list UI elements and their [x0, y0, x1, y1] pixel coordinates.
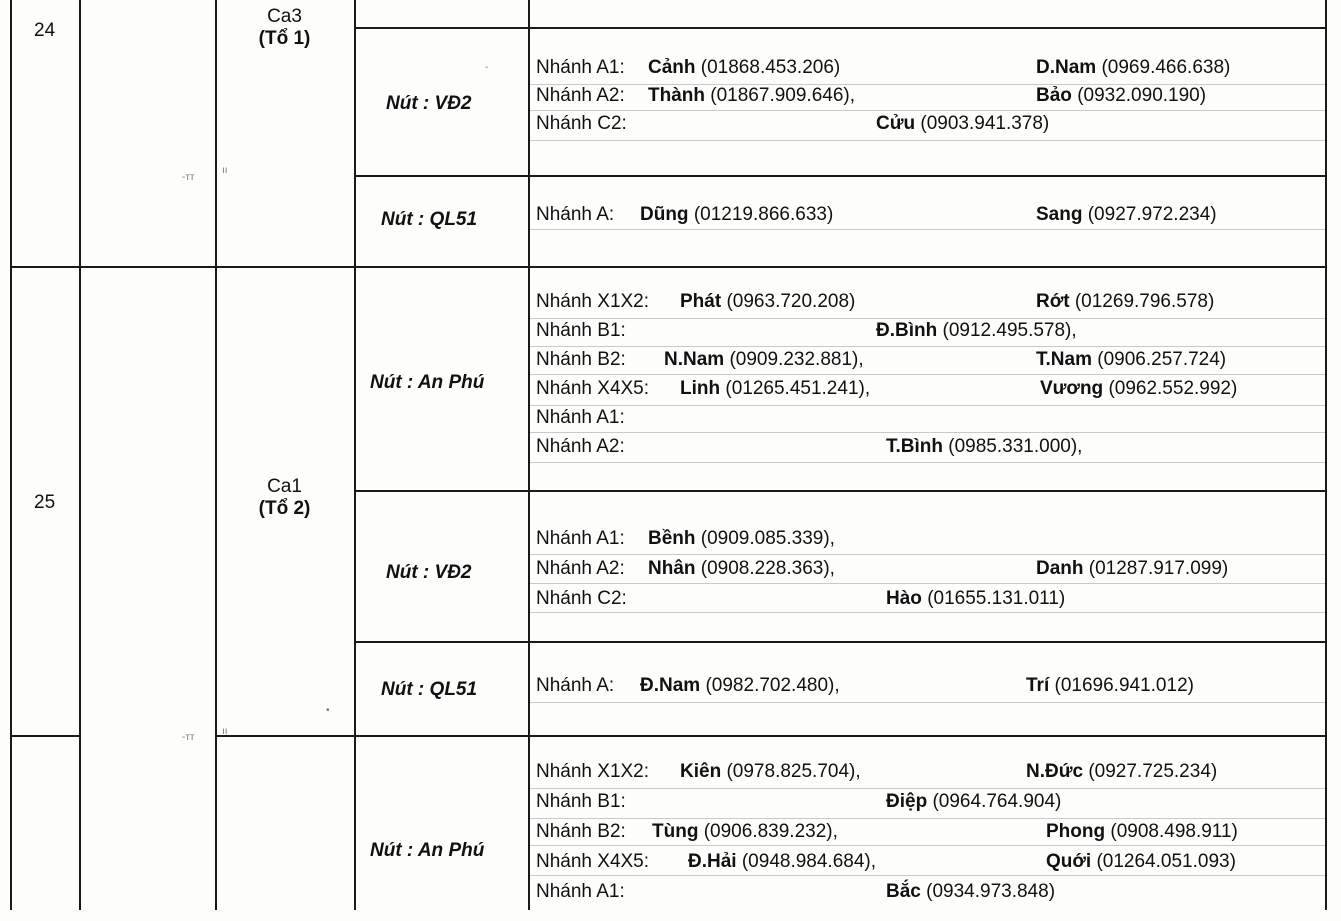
scan-mark: ıı [222, 165, 228, 176]
branch-line [536, 377, 1316, 401]
contact-name: Cửu [876, 113, 916, 134]
branch-line [536, 203, 1316, 227]
contact-phone: (0985.331.000), [948, 436, 1083, 457]
branch-label: Nhánh A: [536, 204, 615, 225]
contact-phone: (0912.495.578), [942, 320, 1077, 341]
branch-label: Nhánh X1X2: [536, 761, 650, 782]
branch-label: Nhánh B2: [536, 349, 626, 370]
node-label: Nút : VĐ2 [386, 93, 472, 114]
branch-line [536, 527, 1316, 551]
branch-label: Nhánh X4X5: [536, 378, 650, 399]
table-border-left [10, 0, 12, 910]
contact-person [1036, 84, 1206, 108]
contact-person [876, 319, 1077, 343]
row-divider [354, 641, 1327, 643]
branch-label: Nhánh A1: [536, 407, 625, 428]
contact-name: Đ.Hải [688, 851, 737, 872]
contact-phone: (01287.917.099) [1088, 558, 1229, 579]
contact-name: Bềnh [648, 528, 696, 549]
branch-label: Nhánh A: [536, 675, 615, 696]
contact-name: N.Đức [1026, 761, 1084, 782]
contact-name: Cảnh [648, 57, 696, 78]
contact-person [648, 557, 835, 581]
contact-name: Dũng [640, 204, 689, 225]
contact-person [886, 880, 1055, 904]
node-label: Nút : An Phú [370, 372, 485, 393]
branch-label: Nhánh X1X2: [536, 291, 650, 312]
contact-person [648, 527, 835, 551]
contact-phone: (0969.466.638) [1101, 57, 1231, 78]
contact-name: D.Nam [1036, 57, 1097, 78]
branch-line [536, 319, 1316, 343]
contact-person [1026, 674, 1194, 698]
row-divider [10, 266, 1327, 268]
branch-label: Nhánh B1: [536, 791, 626, 812]
contact-phone: (01269.796.578) [1074, 291, 1215, 312]
branch-line [536, 820, 1316, 844]
contact-name: T.Nam [1036, 349, 1092, 370]
contact-phone: (01696.941.012) [1054, 675, 1194, 696]
contact-phone: (01655.131.011) [927, 588, 1066, 609]
contact-name: Phát [680, 291, 722, 312]
branch-line [536, 112, 1316, 136]
contact-name: Kiên [680, 761, 722, 782]
contact-phone: (01219.866.633) [693, 204, 834, 225]
contact-phone: (0964.764.904) [932, 791, 1062, 812]
contact-person [680, 290, 855, 314]
guide-line [530, 612, 1325, 613]
branch-line [536, 56, 1316, 80]
guide-line [530, 875, 1325, 876]
contact-name: Hào [886, 588, 922, 609]
contact-person [1026, 760, 1217, 784]
branch-line [536, 587, 1316, 611]
branch-line [536, 850, 1316, 874]
contact-phone: (0948.984.684), [741, 851, 877, 872]
branch-line [536, 760, 1316, 784]
contact-name: Bắc [886, 881, 921, 902]
column-divider [354, 0, 356, 910]
guide-line [530, 229, 1325, 230]
contact-phone: (0927.725.234) [1088, 761, 1218, 782]
contact-phone: (0903.941.378) [920, 113, 1050, 134]
guide-line [530, 432, 1325, 433]
contact-person [886, 435, 1082, 459]
contact-person [648, 84, 855, 108]
contact-name: Phong [1046, 821, 1106, 842]
contact-phone: (0908.498.911) [1110, 821, 1238, 842]
branch-line [536, 348, 1316, 372]
branch-line [536, 674, 1316, 698]
guide-line [530, 462, 1325, 463]
row-divider [10, 735, 81, 737]
shift-cell [222, 6, 347, 50]
contact-phone: (0978.825.704), [726, 761, 861, 782]
guide-line [530, 583, 1325, 584]
branch-label: Nhánh A2: [536, 436, 625, 457]
contact-person [1036, 290, 1214, 314]
contact-phone: (0927.972.234) [1087, 204, 1217, 225]
contact-name: Bảo [1036, 85, 1072, 106]
guide-line [530, 702, 1325, 703]
branch-label: Nhánh A2: [536, 558, 625, 579]
shift-name: Ca1 [267, 476, 302, 497]
shift-team: (Tổ 1) [258, 28, 311, 49]
contact-name: Đ.Bình [876, 320, 938, 341]
guide-line [530, 140, 1325, 141]
branch-label: Nhánh X4X5: [536, 851, 650, 872]
contact-person [680, 377, 870, 401]
contact-person [1036, 56, 1230, 80]
row-number: 24 [34, 20, 56, 41]
contact-person [688, 850, 876, 874]
row-number: 25 [34, 492, 56, 513]
contact-person [1046, 820, 1238, 844]
contact-phone: (0909.085.339), [700, 528, 835, 549]
contact-name: Linh [680, 378, 721, 399]
contact-name: Quới [1046, 851, 1092, 872]
contact-person [1036, 203, 1217, 227]
guide-line [530, 554, 1325, 555]
column-divider [528, 0, 530, 910]
contact-name: T.Bình [886, 436, 943, 457]
branch-line [536, 406, 1316, 430]
branch-label: Nhánh B2: [536, 821, 626, 842]
shift-name: Ca3 [267, 6, 302, 27]
node-label: Nút : QL51 [381, 679, 478, 700]
contact-phone: (0908.228.363), [700, 558, 835, 579]
contact-name: N.Nam [664, 349, 725, 370]
row-divider [215, 735, 1327, 737]
contact-name: Sang [1036, 204, 1083, 225]
contact-name: Thành [648, 85, 705, 106]
contact-person [680, 760, 861, 784]
scan-mark: -ᴛᴛ [182, 172, 195, 183]
contact-name: Điệp [886, 791, 928, 812]
node-label: Nút : QL51 [381, 209, 478, 230]
branch-line [536, 557, 1316, 581]
shift-cell [222, 476, 347, 520]
contact-name: Nhân [648, 558, 696, 579]
shift-team: (Tổ 2) [258, 498, 311, 519]
contact-person [1036, 557, 1228, 581]
guide-line [530, 346, 1325, 347]
guide-line [530, 845, 1325, 846]
branch-label: Nhánh A1: [536, 57, 625, 78]
scan-mark: ıı [222, 726, 228, 737]
branch-line [536, 790, 1316, 814]
branch-label: Nhánh A2: [536, 85, 625, 106]
column-divider [215, 0, 217, 910]
contact-person [640, 203, 833, 227]
contact-person [886, 587, 1065, 611]
branch-label: Nhánh C2: [536, 113, 627, 134]
contact-phone: (0906.257.724) [1097, 349, 1227, 370]
contact-name: Danh [1036, 558, 1084, 579]
contact-phone: (0963.720.208) [726, 291, 856, 312]
contact-phone: (01265.451.241), [725, 378, 871, 399]
branch-line [536, 435, 1316, 459]
row-divider [354, 175, 1327, 177]
contact-person [640, 674, 840, 698]
guide-line [530, 374, 1325, 375]
scan-mark: - [485, 62, 489, 73]
contact-name: Vương [1040, 378, 1104, 399]
branch-label: Nhánh A1: [536, 881, 625, 902]
contact-phone: (0934.973.848) [926, 881, 1056, 902]
branch-label: Nhánh B1: [536, 320, 626, 341]
contact-name: Tùng [652, 821, 699, 842]
contact-person [1046, 850, 1236, 874]
contact-phone: (0932.090.190) [1077, 85, 1207, 106]
node-label: Nút : VĐ2 [386, 562, 472, 583]
contact-person [876, 112, 1049, 136]
contact-phone: (0982.702.480), [705, 675, 840, 696]
node-label: Nút : An Phú [370, 840, 485, 861]
scan-mark: -ᴛᴛ [182, 732, 195, 743]
column-divider [79, 0, 81, 910]
contact-person [648, 56, 840, 80]
contact-person [1036, 348, 1226, 372]
guide-line [530, 110, 1325, 111]
contact-phone: (01867.909.646), [710, 85, 856, 106]
guide-line [530, 788, 1325, 789]
branch-label: Nhánh C2: [536, 588, 627, 609]
scan-mark: • [326, 705, 330, 716]
contact-name: Rớt [1036, 291, 1070, 312]
contact-phone: (01868.453.206) [700, 57, 841, 78]
branch-line [536, 880, 1316, 904]
table-border-right [1325, 0, 1327, 910]
contact-phone: (0906.839.232), [703, 821, 838, 842]
contact-person [652, 820, 838, 844]
contact-phone: (01264.051.093) [1096, 851, 1236, 872]
contact-phone: (0962.552.992) [1108, 378, 1238, 399]
contact-name: Đ.Nam [640, 675, 701, 696]
row-divider [354, 27, 1327, 29]
branch-label: Nhánh A1: [536, 528, 625, 549]
contact-person [1040, 377, 1237, 401]
branch-line [536, 290, 1316, 314]
contact-phone: (0909.232.881), [729, 349, 864, 370]
contact-person [886, 790, 1061, 814]
contact-person [664, 348, 864, 372]
row-divider [354, 490, 1327, 492]
branch-line [536, 84, 1316, 108]
contact-name: Trí [1026, 675, 1050, 696]
guide-line [530, 818, 1325, 819]
